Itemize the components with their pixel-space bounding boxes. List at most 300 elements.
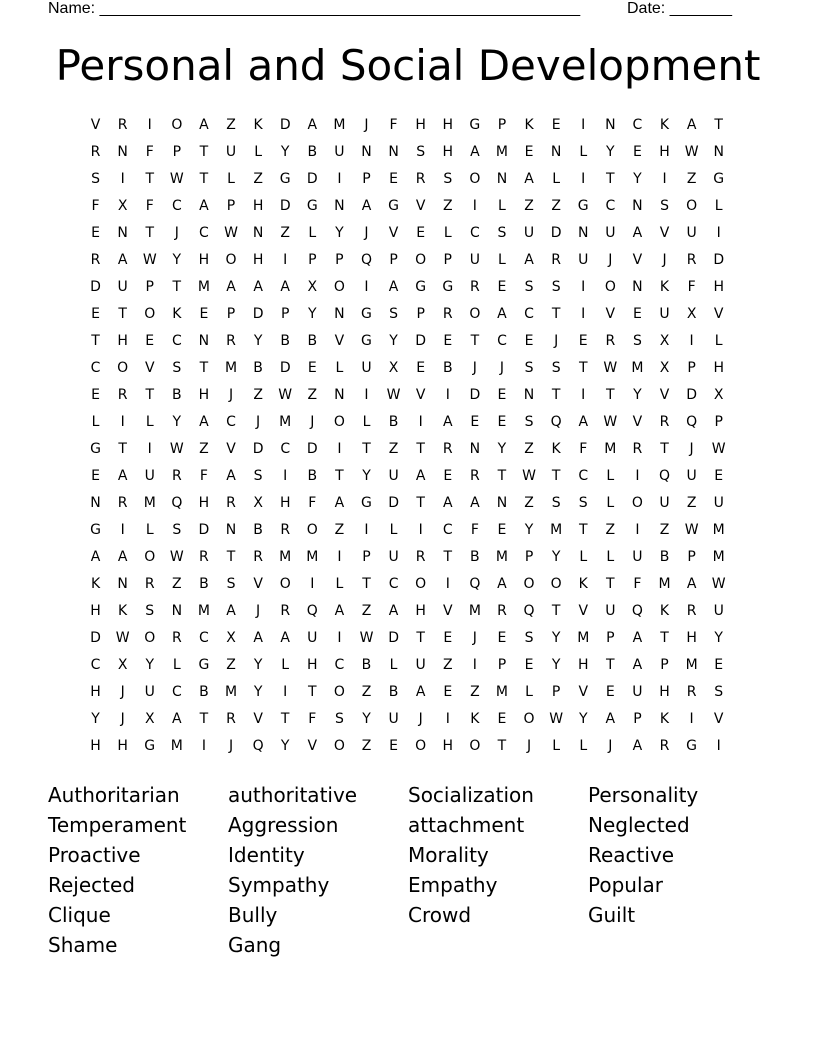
grid-letter: S [524,413,534,430]
grid-letter: H [415,602,426,619]
grid-letter: F [199,467,208,484]
grid-letter: S [714,683,724,700]
grid-letter: J [174,224,179,241]
grid-letter: M [495,548,508,565]
grid-letter: U [117,278,128,295]
grid-letter: B [307,143,318,160]
grid-letter: Z [172,575,182,592]
grid-letter: U [144,467,155,484]
word-list [48,780,788,960]
grid-letter: R [253,548,263,565]
grid-letter: C [524,305,534,322]
grid-row [82,354,742,381]
grid-letter: Z [686,170,697,187]
grid-letter: T [118,305,127,322]
grid-letter: R [280,521,291,538]
grid-letter: M [279,413,292,430]
grid-letter: C [171,332,182,349]
grid-letter: O [550,575,562,592]
grid-letter: R [415,548,426,565]
grid-letter: I [418,413,423,430]
grid-letter: J [228,737,234,754]
grid-letter: Z [686,494,697,511]
grid-letter: A [199,413,209,430]
grid-letter: E [497,413,507,430]
grid-letter: X [388,359,399,376]
grid-letter: Z [361,602,372,619]
grid-letter: S [226,575,236,592]
grid-letter: Q [523,602,535,619]
grid-letter: O [523,575,535,592]
grid-letter: N [577,224,589,241]
grid-letter: O [333,683,345,700]
grid-letter: F [145,197,154,214]
grid-letter: S [145,602,155,619]
grid-letter: R [280,602,291,619]
grid-letter: A [415,467,426,484]
grid-letter: W [359,629,374,646]
grid-letter: I [445,710,450,727]
grid-letter: M [604,440,617,457]
grid-letter: N [334,386,345,403]
grid-letter: N [198,332,210,349]
grid-letter: L [308,224,317,241]
grid-letter: T [199,359,209,376]
grid-letter: U [144,683,155,700]
grid-letter: T [199,170,209,187]
grid-letter: N [469,440,481,457]
grid-letter: P [308,251,317,268]
grid-letter: Y [524,521,534,538]
grid-letter: K [470,710,480,727]
grid-letter: W [169,548,184,565]
grid-letter: U [659,494,670,511]
grid-letter: H [90,737,101,754]
grid-letter: Y [497,440,507,457]
grid-letter: W [278,386,293,403]
grid-letter: U [632,683,643,700]
grid-letter: F [145,143,154,160]
grid-letter: R [442,440,453,457]
grid-row [82,543,742,570]
grid-letter: L [362,413,371,430]
grid-letter: N [117,575,128,592]
grid-letter: T [578,359,588,376]
grid-letter: N [117,224,128,241]
grid-letter: I [283,683,288,700]
grid-letter: A [226,467,236,484]
grid-letter: Q [659,467,671,484]
grid-letter: C [171,197,182,214]
grid-letter: I [635,521,640,538]
grid-letter: J [418,710,423,727]
grid-letter: V [90,116,101,133]
grid-letter: N [632,197,643,214]
grid-letter: A [497,305,507,322]
grid-letter: H [415,116,426,133]
grid-letter: Z [524,197,534,214]
grid-letter: H [198,386,210,403]
grid-letter: C [334,656,345,673]
grid-letter: T [470,332,480,349]
grid-letter: N [550,143,562,160]
grid-letter: Y [578,710,588,727]
grid-letter: U [361,359,372,376]
grid-letter: E [524,143,534,160]
grid-letter: L [498,251,506,268]
grid-letter: Z [605,521,616,538]
grid-letter: G [361,494,372,511]
grid-letter: T [335,467,344,484]
grid-letter: I [445,386,450,403]
grid-letter: A [632,224,643,241]
grid-letter: A [253,629,263,646]
grid-letter: G [686,737,698,754]
grid-letter: X [117,656,128,673]
grid-letter: N [523,386,535,403]
grid-letter: M [495,143,508,160]
grid-letter: R [226,710,236,727]
grid-letter: I [337,440,342,457]
grid-letter: Z [442,197,453,214]
grid-letter: R [117,116,128,133]
grid-letter: O [469,737,481,754]
grid-letter: J [689,440,694,457]
grid-letter: K [118,602,128,619]
grid-letter: C [632,116,643,133]
grid-letter: O [631,494,643,511]
grid-letter: O [279,575,291,592]
grid-letter: J [120,683,125,700]
grid-letter: R [199,548,209,565]
grid-letter: P [335,251,344,268]
grid-letter: E [632,143,642,160]
grid-letter: B [388,413,399,430]
grid-letter: P [389,251,398,268]
grid-row [82,732,742,759]
grid-letter: A [172,710,182,727]
grid-letter: T [199,143,209,160]
grid-letter: J [364,224,369,241]
grid-letter: V [415,386,426,403]
grid-letter: A [686,575,697,592]
grid-letter: B [659,548,670,565]
grid-letter: B [442,359,453,376]
grid-letter: A [442,494,453,511]
word-list-item: attachment [408,813,525,837]
grid-letter: U [686,467,697,484]
grid-letter: V [713,305,724,322]
grid-letter: Y [253,683,263,700]
grid-letter: H [252,251,264,268]
grid-letter: Q [360,251,372,268]
grid-row [82,300,742,327]
word-list-item: Sympathy [228,873,330,897]
grid-letter: J [228,386,234,403]
grid-letter: T [416,440,425,457]
grid-letter: G [361,305,372,322]
grid-letter: G [469,116,481,133]
grid-letter: S [551,278,561,295]
grid-letter: Z [199,440,209,457]
grid-letter: W [169,440,184,457]
grid-letter: S [578,494,588,511]
grid-letter: P [497,656,507,673]
grid-letter: Z [388,440,399,457]
grid-letter: Y [551,656,561,673]
grid-letter: P [633,710,642,727]
grid-letter: T [91,332,100,349]
grid-letter: X [686,305,697,322]
grid-letter: E [91,386,100,403]
grid-letter: M [224,683,238,700]
grid-letter: H [442,143,454,160]
grid-letter: A [280,629,290,646]
grid-letter: M [685,656,698,673]
grid-letter: L [579,737,588,754]
grid-letter: Y [362,467,371,484]
grid-letter: W [522,467,536,484]
grid-letter: O [306,521,318,538]
grid-letter: G [442,278,454,295]
grid-letter: G [713,170,725,187]
grid-letter: Q [686,413,698,430]
grid-letter: N [632,278,643,295]
grid-letter: X [659,359,670,376]
grid-letter: T [443,548,453,565]
grid-letter: P [145,278,154,295]
grid-letter: P [714,413,723,430]
grid-letter: A [307,116,318,133]
grid-letter: O [415,251,427,268]
grid-letter: I [120,170,125,187]
grid-letter: U [605,602,616,619]
grid-letter: V [659,386,670,403]
grid-letter: D [686,386,697,403]
grid-letter: F [91,197,100,214]
word-list-item: Clique [48,903,111,927]
grid-letter: P [660,656,669,673]
grid-letter: A [199,197,209,214]
word-list-item: Popular [588,873,663,897]
grid-letter: L [227,170,235,187]
grid-letter: I [716,224,721,241]
grid-letter: A [632,629,643,646]
word-list-item: Temperament [48,813,187,837]
grid-letter: M [279,548,292,565]
grid-row [82,570,742,597]
grid-letter: R [686,251,697,268]
grid-letter: J [364,116,369,133]
word-list-item: Personality [588,783,699,807]
grid-letter: G [90,440,101,457]
grid-row [82,138,742,165]
grid-letter: R [226,332,236,349]
grid-letter: I [364,386,369,403]
grid-letter: B [470,548,480,565]
grid-letter: G [279,170,291,187]
grid-letter: L [606,467,615,484]
grid-letter: U [388,467,399,484]
grid-letter: T [551,467,561,484]
grid-letter: I [120,521,125,538]
grid-letter: J [472,629,477,646]
grid-letter: A [226,278,236,295]
grid-letter: C [578,467,589,484]
letter-grid [82,111,742,759]
grid-letter: A [442,413,453,430]
grid-letter: I [283,251,288,268]
word-list-item: Socialization [408,783,534,807]
grid-letter: Y [335,224,344,241]
grid-letter: R [171,629,182,646]
grid-letter: U [523,224,535,241]
grid-letter: M [495,683,508,700]
grid-letter: W [711,440,726,457]
grid-letter: N [334,305,345,322]
grid-letter: N [171,602,183,619]
grid-letter: Q [252,737,264,754]
grid-letter: V [659,224,670,241]
grid-letter: J [499,359,505,376]
grid-letter: W [684,143,699,160]
grid-letter: U [578,251,589,268]
word-list-item: Bully [228,903,278,927]
grid-letter: E [416,359,426,376]
grid-letter: A [253,278,263,295]
grid-row [82,327,742,354]
grid-letter: B [361,656,372,673]
grid-letter: T [660,440,669,457]
grid-letter: R [659,413,670,430]
grid-letter: T [551,386,561,403]
grid-letter: F [389,116,398,133]
grid-letter: I [689,710,694,727]
grid-row [82,246,742,273]
grid-letter: P [226,197,236,214]
grid-letter: B [388,683,399,700]
grid-letter: X [117,197,128,214]
grid-letter: X [659,332,670,349]
grid-letter: Y [551,548,561,565]
grid-letter: P [606,629,615,646]
grid-letter: O [144,305,156,322]
grid-letter: J [662,251,667,268]
grid-letter: N [252,224,264,241]
grid-letter: W [549,710,564,727]
grid-letter: U [307,629,318,646]
grid-letter: D [306,440,318,457]
grid-letter: R [469,467,480,484]
grid-letter: A [226,602,236,619]
grid-letter: Z [253,386,263,403]
grid-letter: I [201,737,206,754]
word-list-item: Identity [228,843,305,867]
grid-letter: N [225,521,237,538]
grid-letter: H [90,683,101,700]
grid-letter: D [279,359,291,376]
grid-letter: J [310,413,315,430]
grid-letter: B [280,332,290,349]
grid-letter: L [335,359,344,376]
grid-letter: F [687,278,696,295]
grid-letter: O [604,278,616,295]
grid-letter: O [117,359,129,376]
grid-letter: T [606,170,615,187]
grid-letter: Y [172,413,182,430]
grid-letter: C [442,521,453,538]
grid-letter: D [252,440,264,457]
grid-letter: R [469,278,480,295]
grid-letter: Y [91,710,100,727]
word-list-item: Crowd [408,903,472,927]
grid-letter: H [686,629,697,646]
grid-letter: Y [633,170,642,187]
grid-letter: E [605,683,615,700]
grid-letter: V [442,602,453,619]
grid-letter: L [714,197,723,214]
grid-letter: T [606,575,615,592]
grid-letter: H [279,494,291,511]
grid-letter: Y [145,656,155,673]
grid-letter: F [308,710,317,727]
grid-letter: N [90,494,101,511]
grid-letter: I [337,548,342,565]
grid-letter: T [145,224,155,241]
grid-letter: A [117,467,128,484]
grid-letter: J [120,710,125,727]
grid-letter: L [145,413,154,430]
grid-letter: R [442,305,453,322]
grid-letter: M [577,629,590,646]
grid-letter: D [198,521,210,538]
grid-letter: P [172,143,182,160]
grid-letter: C [605,197,616,214]
word-list-item: Proactive [48,843,141,867]
grid-letter: D [550,224,562,241]
grid-letter: O [469,305,481,322]
grid-letter: R [686,602,697,619]
grid-letter: P [362,548,371,565]
grid-letter: A [415,683,426,700]
grid-letter: P [524,548,534,565]
grid-letter: W [603,359,618,376]
grid-letter: C [90,656,101,673]
grid-letter: I [283,467,288,484]
grid-letter: S [632,332,642,349]
grid-letter: H [117,332,128,349]
grid-letter: Y [280,143,290,160]
grid-letter: I [689,332,694,349]
grid-letter: L [498,197,506,214]
grid-letter: N [713,143,724,160]
grid-letter: A [524,251,534,268]
grid-letter: F [579,440,588,457]
grid-letter: E [714,467,724,484]
grid-letter: K [90,575,101,592]
grid-letter: M [306,548,319,565]
grid-letter: F [633,575,642,592]
grid-letter: N [117,143,128,160]
grid-letter: L [389,656,398,673]
grid-row [82,273,742,300]
worksheet-header [0,0,816,20]
grid-letter: Z [280,224,290,241]
grid-letter: D [306,170,318,187]
grid-letter: D [415,332,427,349]
grid-letter: U [415,656,426,673]
grid-letter: B [307,467,318,484]
